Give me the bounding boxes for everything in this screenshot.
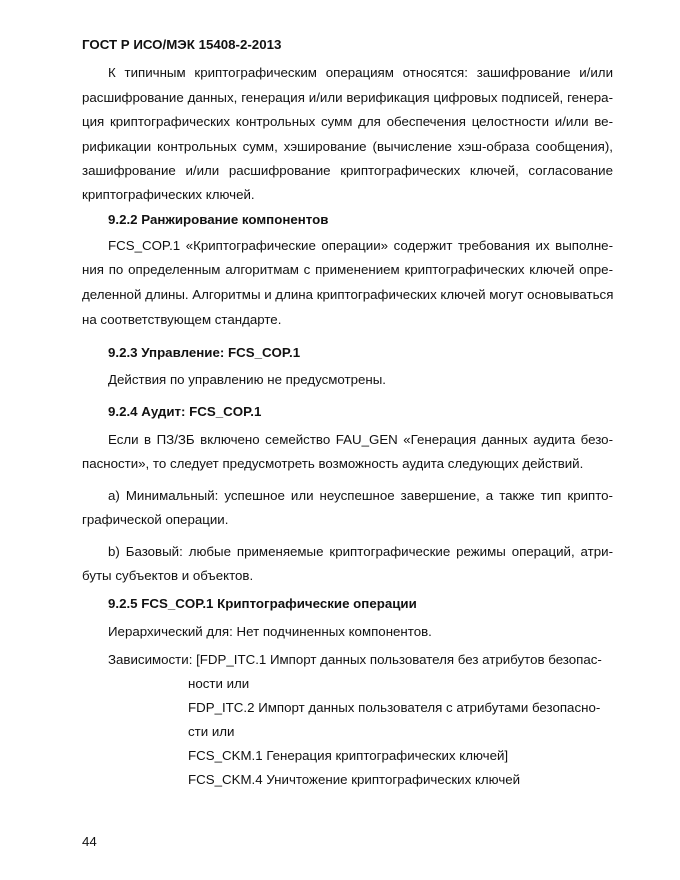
- dependency-line: ности или: [188, 676, 250, 691]
- hierarchy-line: Иерархический для: Нет подчиненных компонентов.: [108, 624, 432, 639]
- dependency-line: сти или: [188, 724, 235, 739]
- paragraph-line: расшифрование данных, генерация и/или верификация цифровых подписей, генера-: [82, 90, 613, 105]
- paragraph-line: рификации контрольных сумм, хэширование (вычисление хэш-образа сообщения),: [82, 139, 613, 154]
- paragraph-line: К типичным криптографическим операциям относятся: зашифрование и/или: [108, 65, 613, 80]
- page-number: 44: [82, 834, 97, 849]
- paragraph-line: на соответствующем стандарте.: [82, 312, 282, 327]
- paragraph-line: зашифрование и/или расшифрование криптографических ключей, согласование: [82, 163, 613, 178]
- document-header: ГОСТ Р ИСО/МЭК 15408-2-2013: [82, 37, 282, 52]
- dependency-line: FCS_CKM.4 Уничтожение криптографических ключей: [188, 772, 521, 787]
- dependencies-line: Зависимости: [FDP_ITC.1 Импорт данных пользователя без атрибутов безопас-: [108, 652, 602, 667]
- paragraph-line: ния по определенным алгоритмам с применением криптографических ключей опре-: [82, 262, 613, 277]
- list-item-line: графической операции.: [82, 512, 229, 527]
- list-item-line: b) Базовый: любые применяемые криптографические режимы операций, атри-: [108, 544, 613, 559]
- list-item-line: a) Минимальный: успешное или неуспешное завершение, а также тип крипто-: [108, 488, 613, 503]
- paragraph-line: FCS_COP.1 «Криптографические операции» содержит требования их выполне-: [108, 238, 613, 253]
- section-heading: 9.2.5 FCS_COP.1 Криптографические операции: [108, 596, 417, 611]
- list-item-line: буты субъектов и объектов.: [82, 568, 254, 583]
- dependency-line: FDP_ITC.2 Импорт данных пользователя с атрибутами безопасно-: [188, 700, 601, 715]
- section-heading: 9.2.3 Управление: FCS_COP.1: [108, 345, 301, 360]
- paragraph-line: ция криптографических контрольных сумм для обеспечения целостности и/или ве-: [82, 114, 613, 129]
- paragraph-line: Действия по управлению не предусмотрены.: [108, 372, 386, 387]
- section-heading: 9.2.2 Ранжирование компонентов: [108, 212, 329, 227]
- paragraph-line: криптографических ключей.: [82, 187, 255, 202]
- paragraph-line: деленной длины. Алгоритмы и длина криптографических ключей могут основываться: [82, 287, 614, 302]
- section-heading: 9.2.4 Аудит: FCS_COP.1: [108, 404, 262, 419]
- paragraph-line: пасности», то следует предусмотреть возможность аудита следующих действий.: [82, 456, 584, 471]
- dependency-line: FCS_CKM.1 Генерация криптографических ключей]: [188, 748, 509, 763]
- paragraph-line: Если в ПЗ/ЗБ включено семейство FAU_GEN «Генерация данных аудита безо-: [108, 432, 613, 447]
